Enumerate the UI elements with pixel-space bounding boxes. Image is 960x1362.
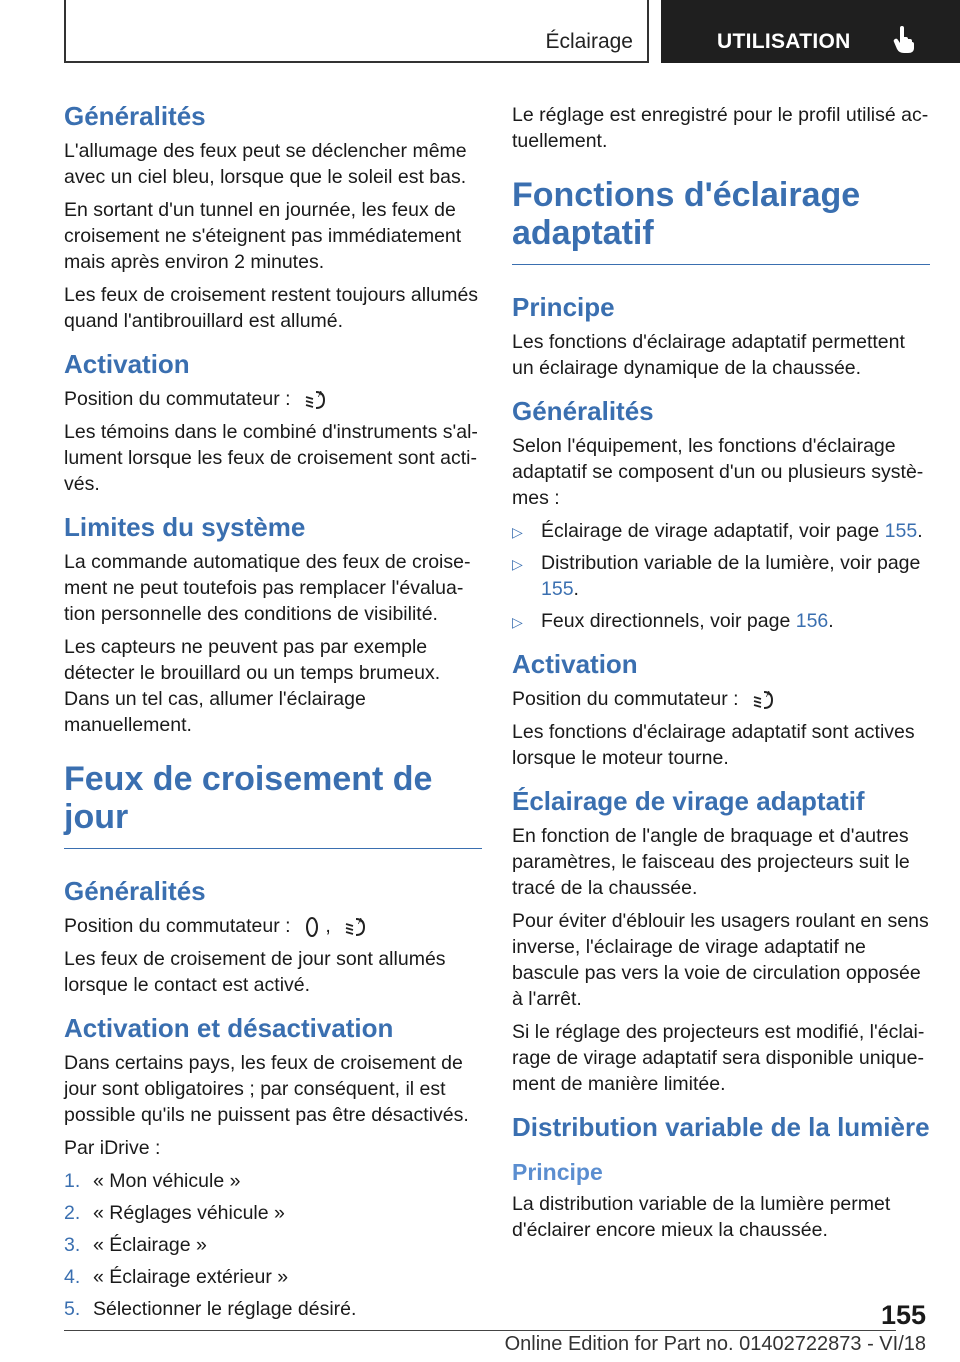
paragraph: Dans certains pays, les feux de croisement de jour sont obligatoires ; par conséquent, il est possible qu'ils ne puissent pas être désactivés. [64,1052,469,1126]
heading-limites: Limites du système [64,512,306,542]
paragraph: L'allumage des feux peut se déclencher même avec un ciel bleu, lorsque que le soleil est bas. [64,140,467,188]
paragraph: La distribution variable de la lumière permet d'éclairer encore mieux la chaussée. [512,1193,891,1241]
heading-feux-de-jour: Feux de croisement de jour [64,760,482,849]
list-item: 1. « Mon véhicule » [64,1170,241,1192]
paragraph: Les feux de croisement restent toujours allumés quand l'antibrouillard est allumé. [64,284,479,332]
paragraph: Les feux de croisement de jour sont allumés lorsque le contact est activé. [64,948,446,996]
paragraph: Selon l'équipement, les fonctions d'éclairage adaptatif se composent d'un ou plusieurs systèmes : [512,435,924,509]
paragraph: Les fonctions d'éclairage adaptatif sont actives lorsque le moteur tourne. [512,721,915,769]
systems-list [512,518,930,634]
triangle-bullet-icon: ▷ [512,614,523,630]
heading-principe: Principe [512,292,615,322]
svg-text:A: A [317,389,324,399]
chapter-title: UTILISATION [717,30,851,53]
paragraph: La commande automatique des feux de croisement ne peut toutefois pas remplacer l'évaluation personnelle des conditions de visibilité. [64,551,471,625]
idrive-steps [64,1168,482,1322]
section-title: Éclairage [545,30,633,53]
list-item: 2. « Réglages véhicule » [64,1202,285,1224]
running-header-chapter [661,0,960,63]
off-position-icon [304,915,320,939]
low-beam-auto-icon [344,915,368,939]
paragraph: Les fonctions d'éclairage adaptatif permettent un éclairage dynamique de la chaussée. [512,331,905,379]
paragraph: Les témoins dans le combiné d'instruments s'allument lorsque les feux de croisement sont activés. [64,421,478,495]
heading-activation: Activation [512,649,638,679]
page-link[interactable]: 155 [541,578,574,600]
heading-generalites: Généralités [64,101,206,131]
low-beam-auto-icon [304,388,328,412]
heading-distribution: Distribution variable de la lumière [512,1112,930,1142]
paragraph: Le réglage est enregistré pour le profil utilisé actuellement. [512,104,929,152]
paragraph: Les capteurs ne peuvent pas par exemple détecter le brouillard ou un temps brumeux. Dans un tel cas, allumer l'éclairage manuellement. [64,636,441,736]
list-item: ▷ Éclairage de virage adaptatif, voir page 155. [512,518,930,544]
list-item: ▷ Distribution variable de la lumière, voir page 155. [512,552,921,600]
list-item: ▷ Feux directionnels, voir page 156. [512,608,930,634]
list-item: 5. Sélectionner le réglage désiré. [64,1298,357,1320]
heading-virage: Éclairage de virage adaptatif [512,786,865,816]
list-item: 4. « Éclairage extérieur » [64,1266,289,1288]
paragraph: Par iDrive : [64,1137,161,1159]
list-item: 3. « Éclairage » [64,1234,207,1256]
footer-edition: Online Edition for Part no. 01402722873 - VI/18 [504,1333,926,1355]
svg-text:A: A [358,916,364,926]
triangle-bullet-icon: ▷ [512,556,523,572]
heading-fonctions-adaptatif: Fonctions d'éclairage adaptatif [512,176,930,265]
running-header-section [64,0,649,63]
heading-generalites-2: Généralités [64,876,206,906]
paragraph-switch-position: Position du commutateur : A [64,386,482,412]
footer-divider [64,1330,896,1331]
page-link[interactable]: 156 [795,610,829,632]
paragraph: Pour éviter d'éblouir les usagers roulant en sens inverse, l'éclairage de virage adaptatif ne bascule pas vers la voie de circulation opposée à l'arrêt. [512,910,929,1010]
triangle-bullet-icon: ▷ [512,524,523,540]
left-column [64,100,482,1328]
page-number: 155 [880,1300,926,1330]
hand-pointer-icon [893,26,915,54]
low-beam-auto-icon [752,688,776,712]
paragraph: Si le réglage des projecteurs est modifié, l'éclairage de virage adaptatif sera disponible uniquement de manière limitée. [512,1021,925,1095]
subheading-principe: Principe [512,1159,603,1185]
paragraph-switch-position: Position du commutateur : A [512,686,930,712]
heading-activation: Activation [64,349,190,379]
paragraph: En sortant d'un tunnel en journée, les feux de croisement ne s'éteignent pas immédiatement mais après environ 2 minutes. [64,199,462,273]
heading-activation-desactivation: Activation et désactivation [64,1013,394,1043]
paragraph-switch-position-2: Position du commutateur : , A [64,913,482,939]
paragraph: En fonction de l'angle de braquage et d'autres paramètres, le faisceau des projecteurs suit le tracé de la chaussée. [512,825,910,899]
heading-generalites: Généralités [512,396,654,426]
page-link[interactable]: 155 [884,520,918,542]
right-column [512,102,930,1250]
svg-text:A: A [765,689,772,699]
